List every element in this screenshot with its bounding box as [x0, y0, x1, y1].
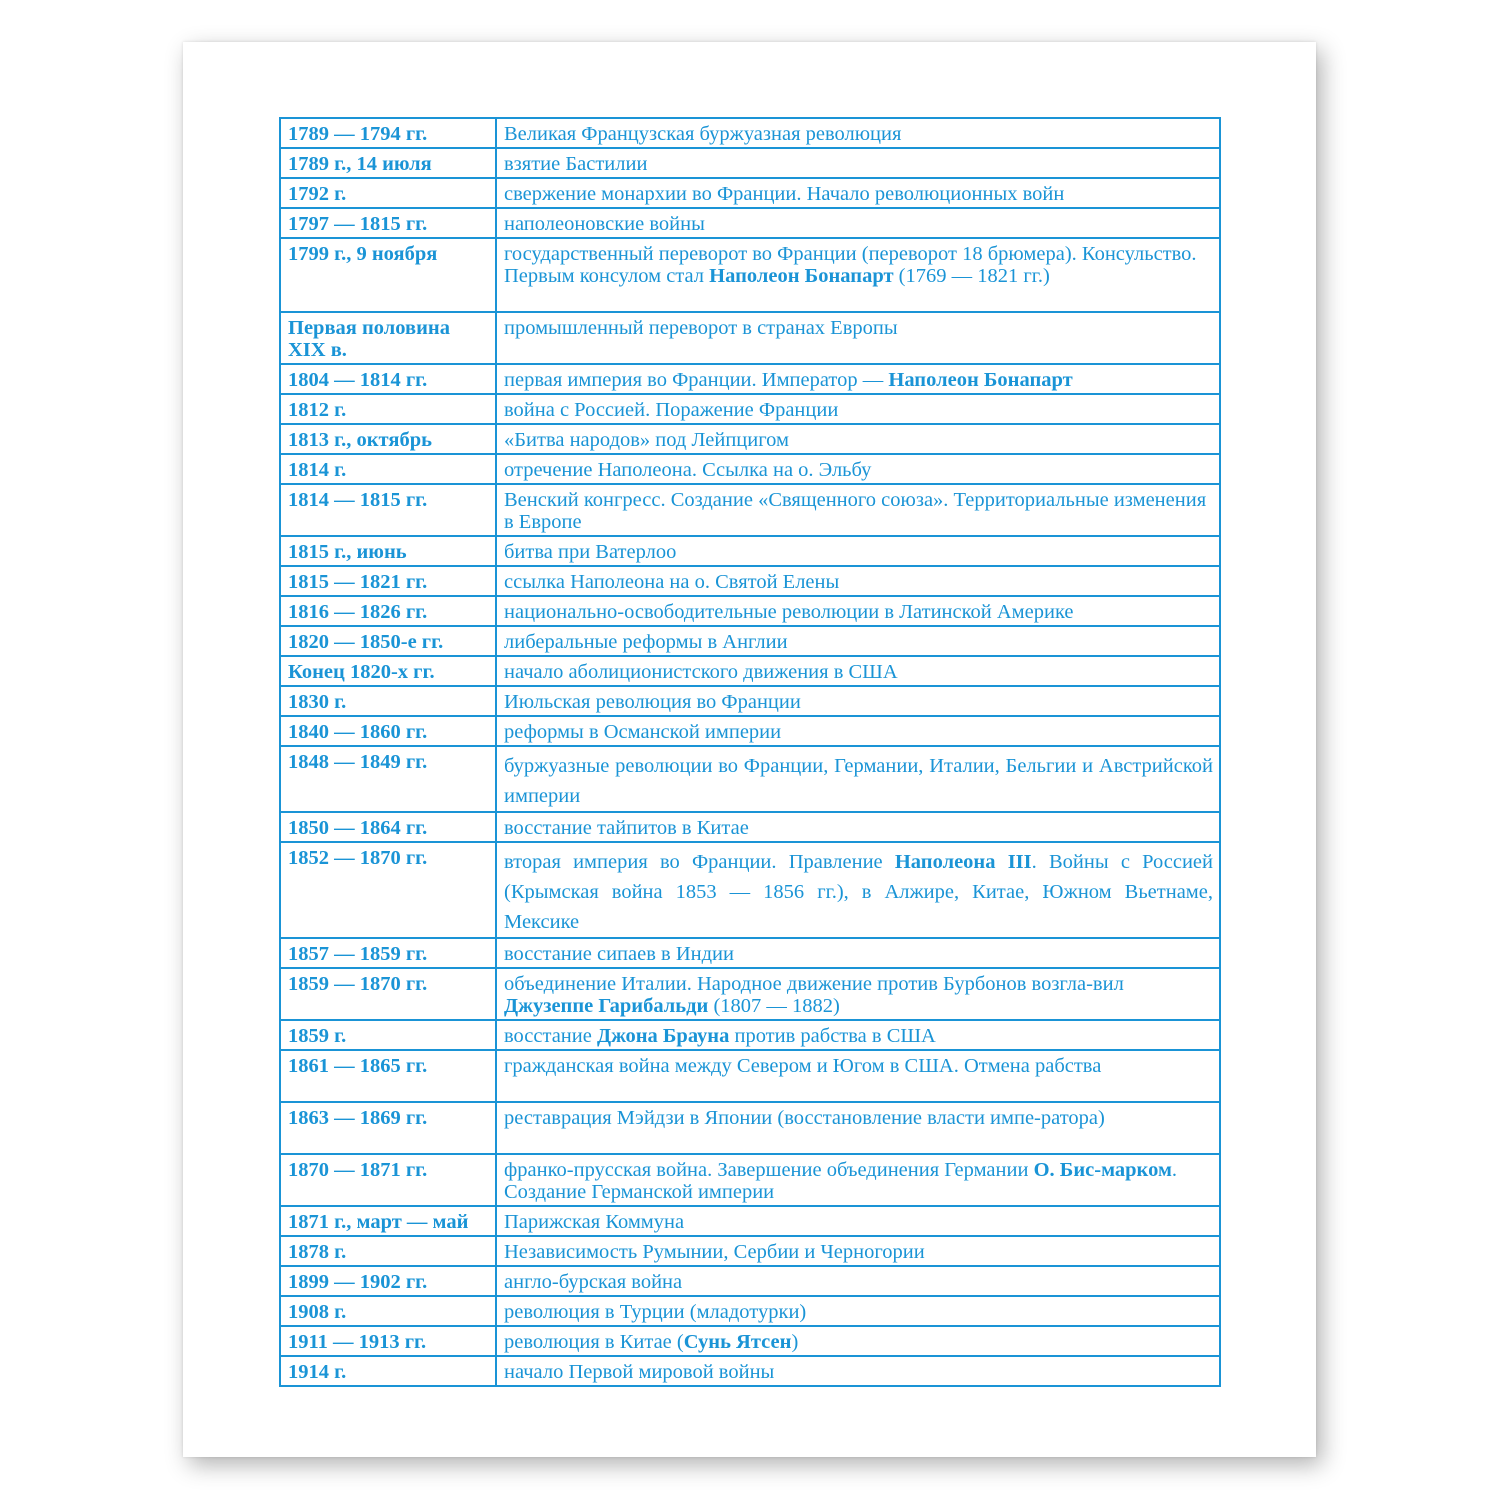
event-text-segment: отречение Наполеона. Ссылка на о. Эльбу	[504, 459, 872, 481]
date-text: 1861 — 1865 гг.	[288, 1055, 428, 1077]
event-text	[504, 1331, 798, 1353]
date-text: 1899 — 1902 гг.	[288, 1271, 428, 1293]
event-text	[504, 751, 1213, 811]
table-row	[280, 656, 1220, 686]
table-row	[280, 178, 1220, 208]
table-row	[280, 1020, 1220, 1050]
event-cell	[496, 746, 1220, 812]
date-text: 1789 — 1794 гг.	[288, 123, 428, 145]
event-text	[504, 1211, 684, 1233]
event-text	[504, 847, 1213, 937]
event-text-segment: битва при Ватерлоо	[504, 541, 677, 563]
event-cell	[496, 1206, 1220, 1236]
date-text: 1852 — 1870 гг.	[288, 847, 428, 869]
table-row	[280, 238, 1220, 312]
date-text: 1815 — 1821 гг.	[288, 571, 428, 593]
event-person-name: Наполеон Бонапарт	[888, 369, 1073, 391]
table-row	[280, 424, 1220, 454]
table-row	[280, 536, 1220, 566]
event-text	[504, 153, 647, 175]
event-text-segment: война с Россией. Поражение Франции	[504, 399, 839, 421]
event-text-segment: «Битва народов» под Лейпцигом	[504, 429, 789, 451]
event-text	[504, 571, 839, 593]
date-text: 1797 — 1815 гг.	[288, 213, 428, 235]
event-person-name: Сунь Ятсен	[683, 1331, 792, 1353]
event-cell	[496, 1356, 1220, 1386]
event-text-segment: либеральные реформы в Англии	[504, 631, 788, 653]
event-text-segment: . Войны с Россией (Крымская война 1853 — 1856 гг.), в Алжире, Китае, Южном Вьетнаме, Мексике	[504, 851, 1214, 933]
date-cell	[280, 454, 496, 484]
date-cell	[280, 1356, 496, 1386]
table-row	[280, 1296, 1220, 1326]
event-cell	[496, 208, 1220, 238]
date-text: 1815 г., июнь	[288, 541, 407, 563]
event-text	[504, 1159, 1177, 1203]
event-text	[504, 459, 871, 481]
date-text: 1870 — 1871 гг.	[288, 1159, 428, 1181]
table-row	[280, 812, 1220, 842]
event-cell	[496, 1154, 1220, 1206]
event-cell	[496, 842, 1220, 938]
event-text-segment: ссылка Наполеона на о. Святой Елены	[504, 571, 840, 593]
table-row	[280, 1206, 1220, 1236]
event-person-name: Джона Брауна	[596, 1025, 730, 1047]
event-cell	[496, 626, 1220, 656]
date-text: 1816 — 1826 гг.	[288, 601, 428, 623]
event-cell	[496, 424, 1220, 454]
date-text: 1911 — 1913 гг.	[288, 1331, 427, 1353]
event-text-segment: свержение монархии во Франции. Начало революционных войн	[504, 183, 1065, 205]
event-cell	[496, 484, 1220, 536]
event-cell	[496, 1296, 1220, 1326]
event-cell	[496, 1266, 1220, 1296]
table-row	[280, 716, 1220, 746]
date-cell	[280, 118, 496, 148]
event-cell	[496, 656, 1220, 686]
date-text: 1813 г., октябрь	[288, 429, 432, 451]
event-text	[504, 1361, 774, 1383]
date-text: 1859 г.	[288, 1025, 347, 1047]
event-cell	[496, 686, 1220, 716]
event-text-segment: наполеоновские войны	[504, 213, 705, 235]
date-text: 1908 г.	[288, 1301, 347, 1323]
event-text	[504, 399, 838, 421]
event-cell	[496, 938, 1220, 968]
event-text-segment: Парижская Коммуна	[504, 1211, 685, 1233]
chronology-table	[279, 117, 1221, 1387]
event-person-name: Наполеона III	[894, 851, 1032, 873]
date-text: XIX в.	[288, 339, 347, 361]
event-text-segment: Венский конгресс. Создание «Священного союза». Территориальные изменения в Европе	[504, 489, 1207, 533]
date-cell	[280, 424, 496, 454]
date-cell	[280, 1326, 496, 1356]
table-row	[280, 626, 1220, 656]
event-cell	[496, 1326, 1220, 1356]
date-text: 1814 г.	[288, 459, 347, 481]
event-text-segment: восстание	[504, 1025, 597, 1047]
date-text: 1789 г., 14 июля	[288, 153, 432, 175]
date-text: Конец 1820-х гг.	[288, 661, 435, 683]
date-cell	[280, 364, 496, 394]
event-text	[504, 213, 705, 235]
table-row	[280, 312, 1220, 364]
table-row	[280, 842, 1220, 938]
event-text	[504, 541, 676, 563]
event-cell	[496, 118, 1220, 148]
event-text	[504, 489, 1206, 533]
date-cell	[280, 656, 496, 686]
date-cell	[280, 842, 496, 938]
table-row	[280, 394, 1220, 424]
table-row	[280, 1266, 1220, 1296]
event-person-name: Джузеппе Гарибальди	[504, 995, 709, 1017]
event-text	[504, 1055, 1101, 1077]
event-cell	[496, 1050, 1220, 1102]
date-text: 1863 — 1869 гг.	[288, 1107, 428, 1129]
date-text: 1812 г.	[288, 399, 347, 421]
date-cell	[280, 1154, 496, 1206]
event-text	[504, 661, 898, 683]
event-text-segment: начало аболиционистского движения в США	[504, 661, 898, 683]
event-text-segment: объединение Италии. Народное движение против Бурбонов возгла-вил	[504, 973, 1124, 995]
event-cell	[496, 1020, 1220, 1050]
date-cell	[280, 148, 496, 178]
event-text-segment: национально-освободительные революции в Латинской Америке	[504, 601, 1074, 623]
event-cell	[496, 312, 1220, 364]
date-text: 1804 — 1814 гг.	[288, 369, 428, 391]
event-cell	[496, 238, 1220, 312]
date-cell	[280, 938, 496, 968]
date-cell	[280, 1102, 496, 1154]
date-cell	[280, 596, 496, 626]
date-cell	[280, 746, 496, 812]
date-text: 1878 г.	[288, 1241, 347, 1263]
event-text-segment: начало Первой мировой войны	[504, 1361, 775, 1383]
event-cell	[496, 394, 1220, 424]
table-row	[280, 686, 1220, 716]
event-text-segment: против рабства в США	[729, 1025, 936, 1047]
event-text-segment: Великая Французская буржуазная революция	[504, 123, 902, 145]
event-cell	[496, 566, 1220, 596]
date-text: 1840 — 1860 гг.	[288, 721, 428, 743]
table-row	[280, 454, 1220, 484]
date-cell	[280, 968, 496, 1020]
event-text	[504, 317, 898, 339]
date-cell	[280, 208, 496, 238]
event-text	[504, 973, 1124, 1017]
event-text	[504, 243, 1197, 287]
date-cell	[280, 1206, 496, 1236]
event-cell	[496, 968, 1220, 1020]
date-text: 1820 — 1850-е гг.	[288, 631, 444, 653]
event-cell	[496, 716, 1220, 746]
table-row	[280, 1154, 1220, 1206]
event-text	[504, 183, 1064, 205]
date-cell	[280, 238, 496, 312]
event-text	[504, 631, 788, 653]
event-text	[504, 721, 781, 743]
event-person-name: Наполеон Бонапарт	[709, 265, 894, 287]
event-text-segment: революция в Турции (младотурки)	[504, 1301, 807, 1323]
event-cell	[496, 148, 1220, 178]
table-row	[280, 1326, 1220, 1356]
event-cell	[496, 178, 1220, 208]
event-text-segment: . Создание Германской империи	[504, 1159, 1178, 1203]
table-row	[280, 566, 1220, 596]
date-cell	[280, 812, 496, 842]
event-text-segment: восстание сипаев в Индии	[504, 943, 734, 965]
table-row	[280, 1236, 1220, 1266]
event-text-segment: реформы в Османской империи	[504, 721, 782, 743]
table-row	[280, 1356, 1220, 1386]
event-text	[504, 1271, 682, 1293]
date-text: Первая половина	[288, 317, 450, 339]
date-cell	[280, 626, 496, 656]
date-cell	[280, 1296, 496, 1326]
event-text-segment: Независимость Румынии, Сербии и Черногории	[504, 1241, 925, 1263]
table-row	[280, 938, 1220, 968]
date-text: 1850 — 1864 гг.	[288, 817, 428, 839]
event-text-segment: )	[791, 1331, 799, 1353]
date-cell	[280, 716, 496, 746]
event-cell	[496, 1102, 1220, 1154]
date-cell	[280, 312, 496, 364]
date-text: 1792 г.	[288, 183, 347, 205]
event-text-segment: (1769 — 1821 гг.)	[893, 265, 1050, 287]
event-text	[504, 1025, 936, 1047]
event-text-segment: вторая империя во Франции. Правление	[504, 851, 895, 873]
event-text	[504, 1241, 925, 1263]
date-cell	[280, 1050, 496, 1102]
table-row	[280, 968, 1220, 1020]
event-text-segment: взятие Бастилии	[504, 153, 648, 175]
event-text	[504, 429, 789, 451]
event-text-segment: революция в Китае (	[504, 1331, 684, 1353]
event-text	[504, 601, 1074, 623]
event-text-segment: первая империя во Франции. Император —	[504, 369, 889, 391]
event-text-segment: англо-бурская война	[504, 1271, 683, 1293]
table-row	[280, 364, 1220, 394]
table-row	[280, 1102, 1220, 1154]
table-row	[280, 208, 1220, 238]
table-row	[280, 746, 1220, 812]
date-text: 1914 г.	[288, 1361, 347, 1383]
event-text	[504, 369, 1073, 391]
date-cell	[280, 536, 496, 566]
date-text: 1799 г., 9 ноября	[288, 243, 438, 265]
date-text: 1859 — 1870 гг.	[288, 973, 428, 995]
table-row	[280, 596, 1220, 626]
event-text-segment: реставрация Мэйдзи в Японии (восстановление власти импе-ратора)	[504, 1107, 1105, 1129]
date-cell	[280, 394, 496, 424]
date-cell	[280, 1020, 496, 1050]
event-text	[504, 123, 901, 145]
event-text-segment: франко-прусская война. Завершение объединения Германии	[504, 1159, 1034, 1181]
event-text-segment: буржуазные революции во Франции, Германии, Италии, Бельгии и Австрийской империи	[504, 755, 1213, 807]
date-cell	[280, 178, 496, 208]
date-cell	[280, 484, 496, 536]
event-cell	[496, 364, 1220, 394]
date-text: 1814 — 1815 гг.	[288, 489, 428, 511]
event-cell	[496, 812, 1220, 842]
event-text	[504, 943, 734, 965]
event-text	[504, 817, 749, 839]
event-text-segment: восстание тайпитов в Китае	[504, 817, 749, 839]
table-row	[280, 148, 1220, 178]
event-text-segment: Июльская революция во Франции	[504, 691, 801, 713]
date-text: 1848 — 1849 гг.	[288, 751, 428, 773]
event-text	[504, 691, 801, 713]
date-cell	[280, 1236, 496, 1266]
event-text-segment: промышленный переворот в странах Европы	[504, 317, 898, 339]
chronology-table-body	[280, 118, 1220, 1386]
date-text: 1871 г., март — май	[288, 1211, 469, 1233]
event-cell	[496, 596, 1220, 626]
date-cell	[280, 686, 496, 716]
date-text: 1857 — 1859 гг.	[288, 943, 428, 965]
event-text-segment: гражданская война между Севером и Югом в США. Отмена рабства	[504, 1055, 1102, 1077]
table-row	[280, 1050, 1220, 1102]
event-cell	[496, 1236, 1220, 1266]
date-cell	[280, 1266, 496, 1296]
date-text: 1830 г.	[288, 691, 347, 713]
date-cell	[280, 566, 496, 596]
table-row	[280, 484, 1220, 536]
event-text-segment: (1807 — 1882)	[708, 995, 840, 1017]
event-cell	[496, 536, 1220, 566]
event-person-name: О. Бис-марком	[1033, 1159, 1172, 1181]
event-text	[504, 1107, 1105, 1129]
table-row	[280, 118, 1220, 148]
event-text-segment: государственный переворот во Франции (переворот 18 брюмера). Консульство. Первым консулом стал	[504, 243, 1197, 287]
event-text	[504, 1301, 806, 1323]
event-cell	[496, 454, 1220, 484]
